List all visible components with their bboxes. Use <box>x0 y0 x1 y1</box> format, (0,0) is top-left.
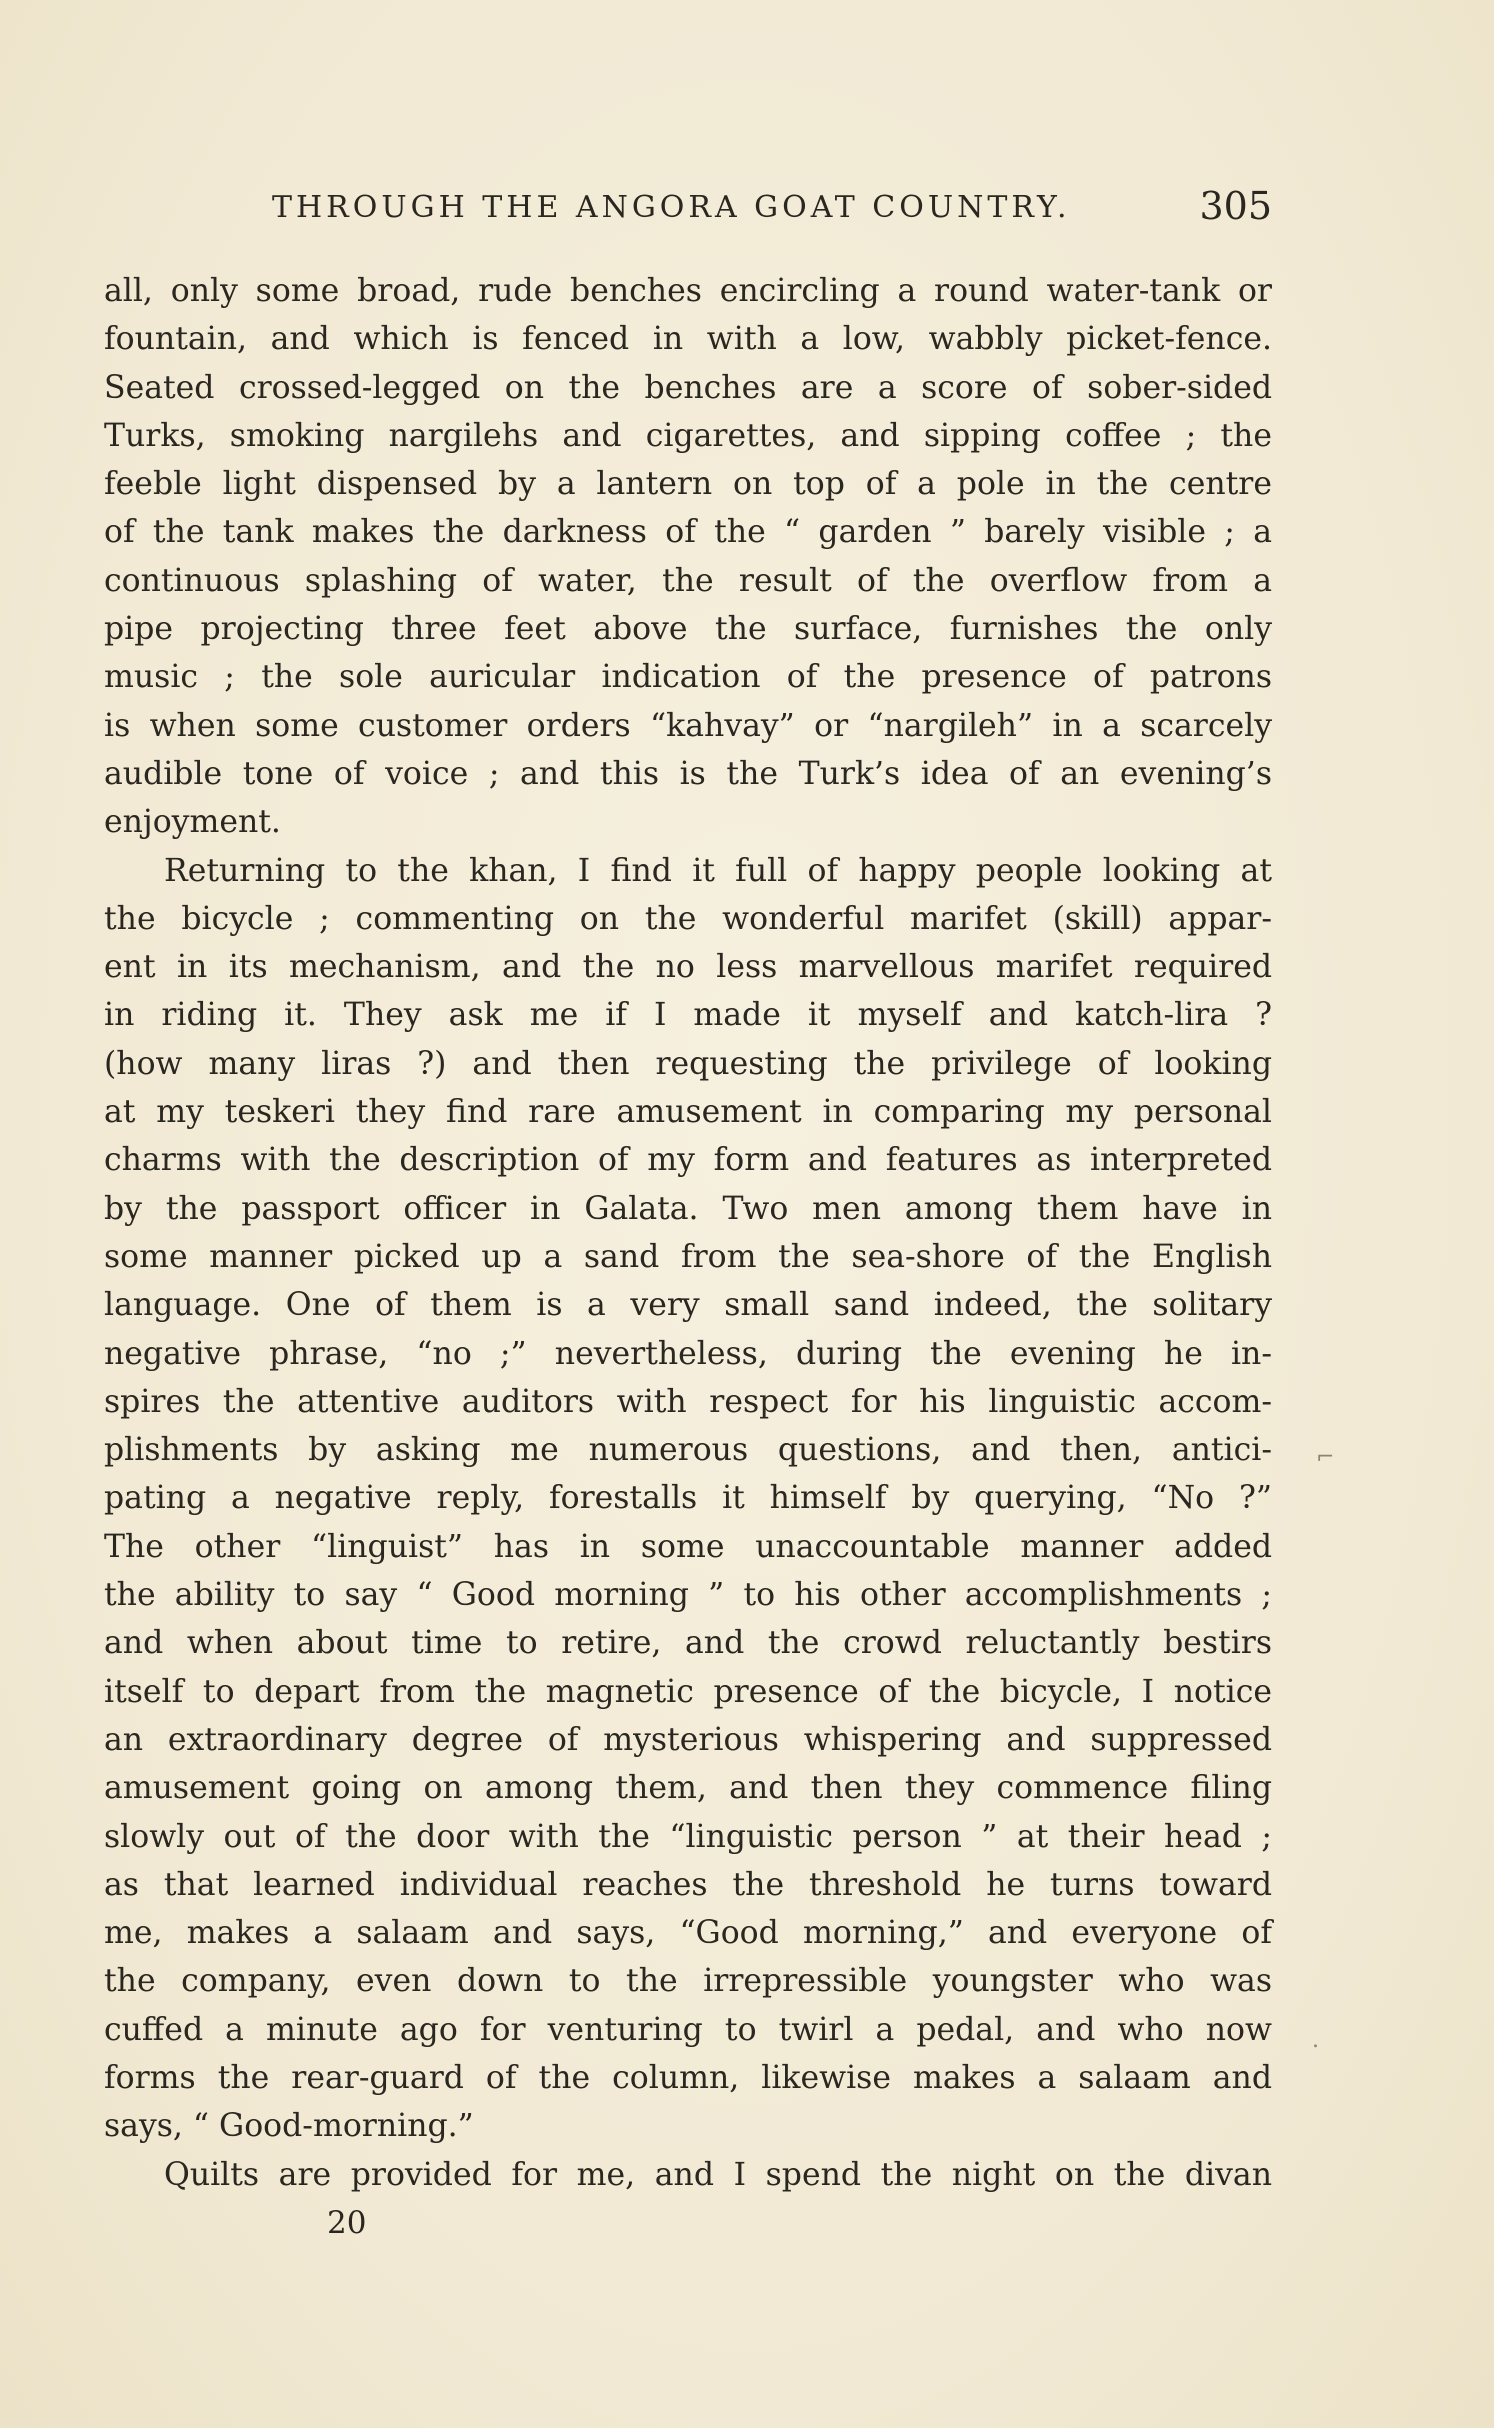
text-line: amusement going on among them, and then they commence filing <box>104 1770 1272 1807</box>
text-line: an extraordinary degree of mysterious whispering and suppressed <box>104 1721 1272 1758</box>
text-line: of the tank makes the darkness of the “ garden ” barely visible ; a <box>104 514 1272 551</box>
text-line: and when about time to retire, and the crowd reluctantly bestirs <box>104 1625 1272 1662</box>
signature-mark: 20 <box>327 2205 367 2241</box>
text-line: negative phrase, “no ;” nevertheless, during the evening he in- <box>104 1335 1272 1372</box>
text-line: ent in its mechanism, and the no less marvellous marifet required <box>104 949 1272 986</box>
text-line: the company, even down to the irrepressible youngster who was <box>104 1963 1272 2000</box>
text-line: feeble light dispensed by a lantern on top of a pole in the centre <box>104 466 1272 503</box>
text-line: Quilts are provided for me, and I spend the night on the divan <box>164 2156 1272 2193</box>
text-line: fountain, and which is fenced in with a low, wabbly picket-fence. <box>104 321 1272 358</box>
text-line: (how many liras ?) and then requesting the privilege of looking <box>104 1045 1272 1082</box>
text-line: all, only some broad, rude benches encircling a round water-tank or <box>104 273 1272 309</box>
page-header <box>104 184 1272 240</box>
text-line: by the passport officer in Galata. Two men among them have in <box>104 1190 1272 1227</box>
text-line: Seated crossed-legged on the benches are a score of sober-sided <box>104 369 1272 406</box>
text-line: plishments by asking me numerous questions, and then, antici- <box>104 1432 1272 1469</box>
text-line: at my teskeri they find rare amusement in comparing my personal <box>104 1094 1272 1131</box>
text-line: spires the attentive auditors with respect for his linguistic accom- <box>104 1383 1272 1420</box>
text-line: charms with the description of my form and features as interpreted <box>104 1142 1272 1179</box>
running-title: THROUGH THE ANGORA GOAT COUNTRY. <box>272 190 1071 225</box>
text-line: as that learned individual reaches the threshold he turns toward <box>104 1866 1272 1903</box>
text-line: audible tone of voice ; and this is the Turk’s idea of an evening’s <box>104 755 1272 792</box>
text-line: slowly out of the door with the “linguistic person ” at their head ; <box>104 1818 1272 1855</box>
text-line: is when some customer orders “kahvay” or “nargileh” in a scarcely <box>104 707 1272 744</box>
text-line: says, “ Good-morning.” <box>104 2108 474 2145</box>
margin-mark: ⌐ <box>1316 1445 1335 1470</box>
text-line: pating a negative reply, forestalls it himself by querying, “No ?” <box>104 1480 1272 1517</box>
text-line: forms the rear-guard of the column, likewise makes a salaam and <box>104 2059 1272 2096</box>
text-line: pipe projecting three feet above the surface, furnishes the only <box>104 611 1272 648</box>
text-line: enjoyment. <box>104 804 281 841</box>
text-line: cuffed a minute ago for venturing to twirl a pedal, and who now <box>104 2011 1272 2048</box>
page-number: 305 <box>1199 184 1272 228</box>
text-line: Turks, smoking nargilehs and cigarettes, and sipping coffee ; the <box>104 417 1272 454</box>
text-line: Returning to the khan, I find it full of happy people looking at <box>164 852 1272 889</box>
margin-mark: . <box>1312 2028 1319 2053</box>
text-line: me, makes a salaam and says, “Good morning,” and everyone of <box>104 1915 1272 1952</box>
text-line: some manner picked up a sand from the sea-shore of the English <box>104 1238 1272 1275</box>
text-line: the ability to say “ Good morning ” to his other accomplishments ; <box>104 1577 1272 1614</box>
text-line: The other “linguist” has in some unaccountable manner added <box>104 1528 1272 1565</box>
text-line: itself to depart from the magnetic presence of the bicycle, I notice <box>104 1673 1272 1710</box>
text-line: language. One of them is a very small sand indeed, the solitary <box>104 1287 1272 1324</box>
text-line: continuous splashing of water, the result of the overflow from a <box>104 562 1272 599</box>
body-text <box>104 267 1272 2199</box>
text-line: music ; the sole auricular indication of the presence of patrons <box>104 659 1272 696</box>
text-line: in riding it. They ask me if I made it myself and katch-lira ? <box>104 997 1272 1034</box>
text-line: the bicycle ; commenting on the wonderful marifet (skill) appar- <box>104 900 1272 937</box>
